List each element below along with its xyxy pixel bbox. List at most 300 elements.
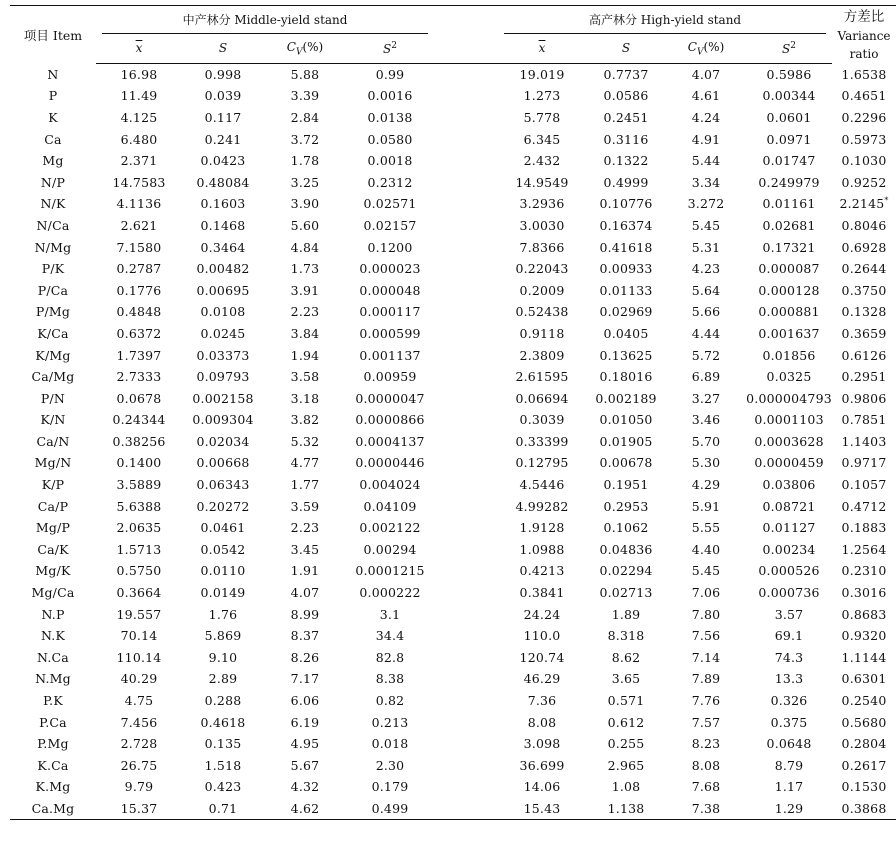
high-mean-cell: 14.9549 [515,174,569,190]
high-mean-cell: 0.4213 [519,563,565,579]
middle-mean-cell: 2.728 [120,736,158,752]
high-s-cell: 0.00678 [599,455,653,471]
spacer-cell [434,798,498,820]
middle-s2-cell: 0.82 [375,693,405,709]
high-mean-cell: 2.3809 [519,347,565,363]
high-mean-cell: 3.0030 [519,217,565,233]
middle-s2-cell: 0.002122 [359,520,421,536]
middle-s2-cell: 0.018 [371,736,409,752]
high-s2-cell: 8.79 [774,757,804,773]
item-label: K.Mg [35,779,71,795]
middle-s2-cell: 2.30 [375,757,405,773]
middle-s-cell: 0.039 [204,88,242,104]
middle-cv-cell: 5.67 [290,757,320,773]
middle-mean-cell: 26.75 [120,757,158,773]
high-s-cell: 0.16374 [599,217,653,233]
middle-s2-cell: 0.000048 [359,282,421,298]
high-s-cell: 0.18016 [599,369,653,385]
variance-ratio-cn: 方差比 [843,8,885,25]
high-s2-cell: 0.000087 [758,261,820,277]
variance-ratio-cell: 1.6538 [841,66,887,82]
middle-mean-cell: 0.0678 [116,390,162,406]
middle-cv-cell: 3.84 [290,325,320,341]
variance-ratio-cell: 0.2540 [841,693,887,709]
middle-s-cell: 0.00482 [196,261,250,277]
high-mean-cell: 0.3841 [519,585,565,601]
high-cv-cell: 7.56 [691,628,721,644]
table-row [10,431,896,453]
high-s-cell: 0.01905 [599,433,653,449]
table-row [10,171,896,193]
middle-s2-cell: 0.1200 [367,239,413,255]
high-mean-cell: 1.0988 [519,541,565,557]
spacer-cell [434,387,498,409]
high-s-cell: 8.62 [611,649,641,665]
middle-mean-cell: 16.98 [120,67,158,83]
high-s2-cell: 0.000128 [758,282,820,298]
high-cv-cell: 5.91 [691,498,721,514]
high-s2-cell: 0.02681 [762,217,816,233]
high-cv-cell: 5.66 [691,304,721,320]
middle-s-cell: 0.48084 [196,174,250,190]
table-row [10,474,896,496]
table-row [10,193,896,215]
middle-s-cell: 2.89 [208,671,238,687]
middle-mean-cell: 1.5713 [116,541,162,557]
middle-cv-cell: 3.25 [290,174,320,190]
middle-s-cell: 9.10 [208,649,238,665]
middle-cv-cell: 3.59 [290,498,320,514]
variance-ratio-cell: 1.1144 [841,649,887,665]
high-s-cell: 0.13625 [599,347,653,363]
high-s-cell: 0.571 [607,693,645,709]
spacer-cell [434,647,498,669]
item-label: Ca.Mg [31,800,75,816]
high-s2-cell: 74.3 [774,649,804,665]
high-cv-cell: 4.91 [691,131,721,147]
high-cv-cell: 7.89 [691,671,721,687]
item-label: P.Ca [39,714,67,730]
item-label: N.Ca [37,649,69,665]
variance-ratio-cell: 0.3659 [841,325,887,341]
middle-s-cell: 0.009304 [192,412,254,428]
item-label: Ca/N [36,433,70,449]
middle-mean-cell: 14.7583 [112,174,166,190]
table-row [10,301,896,323]
high-s-cell: 0.1062 [603,520,649,536]
high-s2-cell: 0.249979 [758,174,820,190]
high-s-cell: 0.1322 [603,153,649,169]
middle-s-cell: 1.76 [208,606,238,622]
high-mean-cell: 0.52438 [515,304,569,320]
spacer-cell [434,366,498,388]
variance-ratio-header [832,6,896,64]
table-row [10,236,896,258]
item-label: Ca/Mg [31,369,75,385]
spacer-cell [434,64,498,86]
spacer-cell [434,517,498,539]
high-mean-cell: 4.5446 [519,477,565,493]
high-s-cell: 8.318 [607,628,645,644]
spacer-cell [434,128,498,150]
high-s2-cell: 0.01747 [762,153,816,169]
variance-ratio-cell: 0.9252 [841,174,887,190]
significance-mark: * [884,196,889,206]
variance-ratio-cell: 0.2951 [841,369,887,385]
high-cv-cell: 7.68 [691,779,721,795]
spacer-cell [434,193,498,215]
item-label: P/Ca [37,282,69,298]
item-label: P.Mg [37,736,69,752]
middle-cv-cell: 3.39 [290,88,320,104]
high-s2-cell: 0.01127 [762,520,816,536]
middle-cv-cell: 3.45 [290,541,320,557]
middle-mean-cell: 70.14 [120,628,158,644]
high-s2-cell: 0.00234 [762,541,816,557]
spacer-cell [434,236,498,258]
high-mean-cell: 36.699 [519,757,565,773]
middle-s-cell: 0.4618 [200,714,246,730]
item-label: N/Mg [34,239,72,255]
spacer-cell [434,474,498,496]
middle-mean-cell: 7.456 [120,714,158,730]
table-row [10,625,896,647]
high-cv-cell: 7.76 [691,693,721,709]
high-s2-cell: 3.57 [774,606,804,622]
table-row [10,409,896,431]
middle-s2-cell: 0.0000446 [355,455,425,471]
middle-s-cell: 0.3464 [200,239,246,255]
middle-mean-cell: 0.2787 [116,261,162,277]
high-s2-cell: 0.5986 [766,67,812,83]
high-s-cell: 1.08 [611,779,641,795]
table-row [10,64,896,86]
high-cv-cell: 5.45 [691,217,721,233]
middle-s2-cell: 0.000222 [359,585,421,601]
middle-group-rule [102,33,428,34]
high-cv-cell: 4.40 [691,541,721,557]
variance-ratio-cell: 0.8683 [841,606,887,622]
table-row [10,647,896,669]
high-s2-cell: 69.1 [774,628,804,644]
table-row [10,107,896,129]
middle-mean-cell: 2.7333 [116,369,162,385]
high-cv-cell: 5.64 [691,282,721,298]
high-mean-cell: 0.33399 [515,433,569,449]
middle-cv-cell: 4.84 [290,239,320,255]
high-s-cell: 0.02713 [599,585,653,601]
high-s2-cell: 0.0601 [766,109,812,125]
high-s2-cell: 0.08721 [762,498,816,514]
item-label: P/K [41,261,65,277]
table-row [10,323,896,345]
variance-ratio-cell: 0.4712 [841,498,887,514]
middle-s-cell: 0.135 [204,736,242,752]
middle-yield-label: 中产林分 Middle-yield stand [182,13,348,28]
high-s2-cell: 0.0971 [766,131,812,147]
middle-s-cell: 0.09793 [196,369,250,385]
middle-cv-cell: 4.32 [290,779,320,795]
item-label: N [47,66,59,82]
variance-ratio-cell: 0.6126 [841,347,887,363]
high-s-cell: 0.002189 [595,390,657,406]
variance-ratio-cell: 0.2804 [841,736,887,752]
high-cv-header: $C_V(\%)$ [666,34,746,64]
middle-s2-cell: 0.0001215 [355,563,425,579]
high-s2-cell: 0.01856 [762,347,816,363]
high-yield-group-header [498,6,832,34]
high-s-cell: 0.0405 [603,325,649,341]
variance-ratio-cell: 0.5973 [841,131,887,147]
variance-ratio-en: Variance ratio [837,28,891,61]
spacer-cell [434,711,498,733]
item-label: P/Mg [35,304,71,320]
middle-s-cell: 0.0423 [200,153,246,169]
high-s2-cell: 0.00344 [762,88,816,104]
high-s2-cell: 0.0325 [766,369,812,385]
middle-s2-header: $S^2$ [346,34,434,64]
middle-s2-cell: 0.0580 [367,131,413,147]
high-s2-cell: 0.326 [770,693,808,709]
middle-cv-cell: 1.73 [290,261,320,277]
middle-s-cell: 0.20272 [196,498,250,514]
middle-cv-cell: 1.91 [290,563,320,579]
item-label: N.K [40,628,66,644]
middle-mean-cell: 5.6388 [116,498,162,514]
high-mean-cell: 6.345 [523,131,561,147]
high-s2-cell: 0.0003628 [754,433,824,449]
high-s-cell: 1.138 [607,800,645,816]
middle-cv-cell: 5.60 [290,217,320,233]
middle-s2-cell: 0.000117 [359,304,421,320]
high-s2-cell: 0.0001103 [754,412,824,428]
item-header: 项目 Item [23,27,83,43]
variance-ratio-cell: 2.2145* [839,196,889,212]
high-cv-cell: 4.23 [691,261,721,277]
high-cv-cell: 7.14 [691,649,721,665]
middle-s2-cell: 0.00959 [363,369,417,385]
high-mean-cell: 2.432 [523,153,561,169]
middle-mean-cell: 2.621 [120,217,158,233]
table-row [10,215,896,237]
middle-cv-cell: 6.19 [290,714,320,730]
middle-mean-cell: 19.557 [116,606,162,622]
high-cv-cell: 3.27 [691,390,721,406]
high-s2-cell: 0.17321 [762,239,816,255]
middle-mean-cell: 40.29 [120,671,158,687]
spacer-cell [434,34,498,64]
middle-s2-cell: 0.001137 [359,347,421,363]
table-row [10,733,896,755]
table-header [10,6,896,64]
high-mean-cell: 14.06 [523,779,561,795]
middle-s2-cell: 34.4 [375,628,405,644]
middle-s-cell: 0.0245 [200,325,246,341]
middle-cv-cell: 5.32 [290,433,320,449]
middle-s2-cell: 0.0018 [367,153,413,169]
middle-cv-cell: 3.58 [290,369,320,385]
middle-s2-cell: 0.000023 [359,261,421,277]
middle-s2-cell: 0.04109 [363,498,417,514]
spacer-cell [434,171,498,193]
high-s2-cell: 0.03806 [762,477,816,493]
item-label: Mg/N [34,455,72,471]
high-s-cell: 0.00933 [599,261,653,277]
high-cv-cell: 4.24 [691,109,721,125]
high-s2-cell: 0.375 [770,714,808,730]
middle-cv-cell: 3.82 [290,412,320,428]
high-cv-cell: 5.44 [691,153,721,169]
mean-symbol: $\overline{x}$ [135,41,143,56]
high-cv-cell: 7.57 [691,714,721,730]
middle-s-cell: 0.00695 [196,282,250,298]
high-cv-cell: 5.45 [691,563,721,579]
middle-cv-cell: 2.23 [290,520,320,536]
middle-s-cell: 0.0461 [200,520,246,536]
item-label: N.P [41,606,65,622]
item-label: Ca/K [37,541,69,557]
table-row [10,258,896,280]
high-s2-cell: 0.001637 [758,325,820,341]
high-s2-cell: 0.000736 [758,585,820,601]
middle-s2-cell: 0.99 [375,67,405,83]
item-label: K/N [40,412,66,428]
high-cv-cell: 8.23 [691,736,721,752]
high-mean-cell: 24.24 [523,606,561,622]
high-mean-cell: 46.29 [523,671,561,687]
item-label: K.Ca [37,757,69,773]
high-cv-cell: 5.70 [691,433,721,449]
variance-ratio-cell: 0.9806 [841,390,887,406]
middle-cv-cell: 4.62 [290,800,320,816]
high-mean-cell: 0.06694 [515,390,569,406]
middle-s-cell: 0.71 [208,800,238,816]
variance-ratio-cell: 0.3868 [841,800,887,816]
middle-mean-cell: 0.1400 [116,455,162,471]
table-row [10,150,896,172]
item-label: K [48,109,58,125]
high-mean-cell: 0.3039 [519,412,565,428]
middle-s-cell: 1.518 [204,757,242,773]
high-cv-cell: 3.34 [691,174,721,190]
item-label: N/Ca [36,217,70,233]
middle-cv-cell: 2.84 [290,109,320,125]
middle-mean-cell: 0.3664 [116,585,162,601]
middle-s-cell: 0.423 [204,779,242,795]
table-row [10,711,896,733]
spacer-cell [434,776,498,798]
header-row-1 [10,6,896,34]
high-s2-header: $S^2$ [746,34,832,64]
table-row [10,279,896,301]
table-row [10,344,896,366]
middle-cv-cell: 7.17 [290,671,320,687]
middle-mean-header [96,34,182,64]
table-row [10,798,896,820]
table-row [10,128,896,150]
high-s2-cell: 1.29 [774,800,804,816]
high-s-cell: 0.7737 [603,67,649,83]
high-s-cell: 0.02294 [599,563,653,579]
middle-s-cell: 0.0149 [200,585,246,601]
middle-s2-cell: 0.004024 [359,477,421,493]
nutrient-variance-table [10,5,896,820]
high-cv-cell: 5.55 [691,520,721,536]
middle-cv-cell: 8.99 [290,606,320,622]
middle-cv-cell: 1.94 [290,347,320,363]
item-label: Mg [42,153,64,169]
middle-s-cell: 0.00668 [196,455,250,471]
middle-cv-cell: 8.37 [290,628,320,644]
spacer-cell [434,258,498,280]
middle-cv-cell: 5.88 [290,67,320,83]
middle-mean-cell: 0.4848 [116,304,162,320]
variance-ratio-cell: 0.3016 [841,585,887,601]
high-mean-cell: 5.778 [523,109,561,125]
table-row [10,517,896,539]
middle-s-cell: 0.117 [204,109,242,125]
variance-ratio-cell: 0.9320 [841,628,887,644]
high-cv-cell: 3.46 [691,412,721,428]
header-row-2 [10,34,896,64]
middle-s-cell: 0.241 [204,131,242,147]
middle-mean-cell: 2.0635 [116,520,162,536]
high-s-cell: 3.65 [611,671,641,687]
spacer-cell [434,495,498,517]
middle-s2-cell: 0.0000866 [355,412,425,428]
middle-s2-cell: 0.0016 [367,88,413,104]
spacer-cell [434,603,498,625]
spacer-cell [434,344,498,366]
middle-cv-cell: 1.77 [290,477,320,493]
high-mean-cell: 3.2936 [519,196,565,212]
middle-cv-cell: 1.78 [290,153,320,169]
high-s-cell: 0.10776 [599,196,653,212]
table-row [10,387,896,409]
high-s2-cell: 0.01161 [762,196,816,212]
high-s-cell: 1.89 [611,606,641,622]
middle-cv-cell: 3.18 [290,390,320,406]
high-s-cell: 2.965 [607,757,645,773]
high-s2-cell: 0.000881 [758,304,820,320]
middle-s-cell: 0.288 [204,693,242,709]
high-cv-cell: 5.72 [691,347,721,363]
high-s2-cell: 13.3 [774,671,804,687]
high-mean-cell: 0.2009 [519,282,565,298]
variance-ratio-cell: 0.7851 [841,412,887,428]
middle-cv-cell: 4.77 [290,455,320,471]
variance-ratio-cell: 0.6301 [841,671,887,687]
high-cv-cell: 4.07 [691,67,721,83]
item-label: Ca [44,131,62,147]
high-mean-cell: 3.098 [523,736,561,752]
high-s-cell: 0.4999 [603,174,649,190]
variance-ratio-cell: 1.1403 [841,433,887,449]
middle-s-cell: 0.002158 [192,390,254,406]
variance-ratio-cell: 1.2564 [841,541,887,557]
middle-mean-cell: 0.5750 [116,563,162,579]
middle-s2-cell: 8.38 [375,671,405,687]
high-mean-cell: 0.22043 [515,261,569,277]
table-row [10,755,896,777]
variance-ratio-cell: 0.2310 [841,563,887,579]
middle-s-cell: 0.02034 [196,433,250,449]
high-mean-cell: 4.99282 [515,498,569,514]
spacer-cell [434,150,498,172]
middle-mean-cell: 7.1580 [116,239,162,255]
middle-cv-header: $C_V(\%)$ [264,34,346,64]
middle-s2-cell: 0.499 [371,800,409,816]
